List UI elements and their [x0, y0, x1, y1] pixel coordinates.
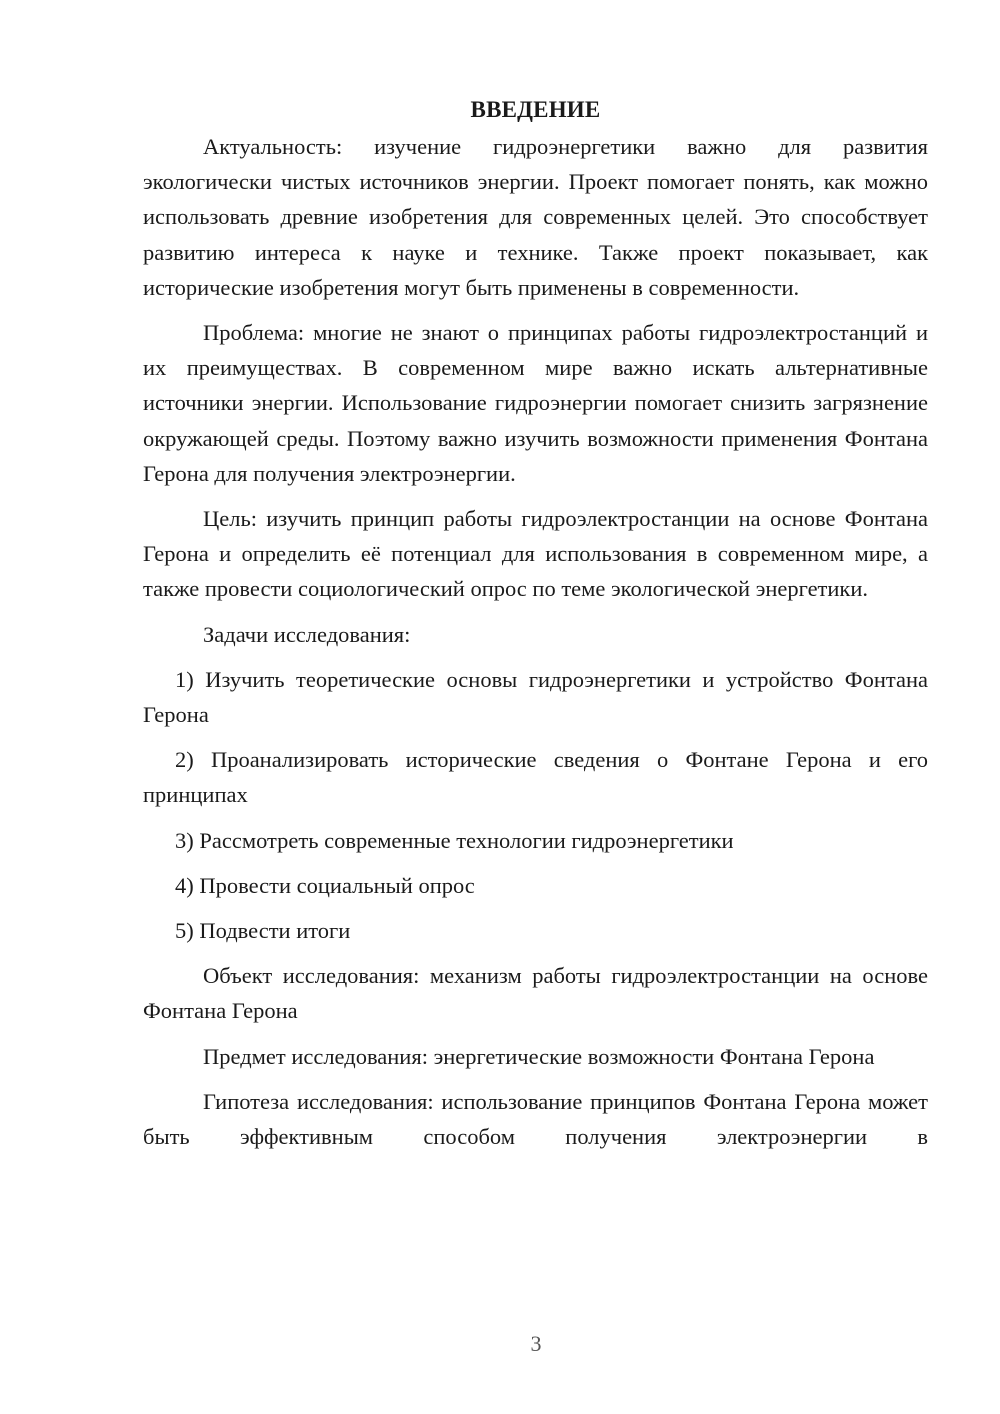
paragraph-problem: Проблема: многие не знают о принципах работы гидроэлектростанций и их преимуществах. В современном мире важно искать альтернативные источники энергии. Использование гидроэнергии помогает снизить загрязнение окружающей среды. Поэтому важно изучить возможности применения Фонтана Герона для получения электроэнергии. [143, 320, 928, 486]
paragraph-object: Объект исследования: механизм работы гидроэлектростанции на основе Фонтана Герона [143, 963, 928, 1024]
paragraph-tasks-title: Задачи исследования: [203, 621, 411, 647]
task-item-5: 5) Подвести итоги [175, 918, 351, 944]
page-number: 3 [530, 1331, 542, 1356]
task-item-1: 1) Изучить теоретические основы гидроэнергетики и устройство Фонтана Герона [143, 666, 928, 728]
paragraph-subject: Предмет исследования: энергетические возможности Фонтана Герона [203, 1043, 875, 1069]
document-page [143, 92, 928, 1164]
task-item-2: 2) Проанализировать исторические сведения о Фонтане Герона и его принципах [143, 747, 928, 808]
section-heading: ВВЕДЕНИЕ [470, 97, 601, 122]
paragraph-goal: Цель: изучить принцип работы гидроэлектростанции на основе Фонтана Герона и определить её потенциал для использования в современном мире, а также провести социологический опрос по теме экологической энергетики. [143, 506, 928, 602]
task-item-4: 4) Провести социальный опрос [175, 872, 475, 898]
task-item-3: 3) Рассмотреть современные технологии гидроэнергетики [175, 827, 734, 853]
paragraph-relevance: Актуальность: изучение гидроэнергетики важно для развития экологически чистых источников энергии. Проект помогает понять, как можно использовать древние изобретения для современных целей. Это способствует развитию интереса к науке и технике. Также проект показывает, как исторические изобретения могут быть применены в современности. [143, 134, 928, 300]
paragraph-hypothesis: Гипотеза исследования: использование принципов Фонтана Герона может быть эффективным способом получения электроэнергии в [143, 1088, 928, 1150]
